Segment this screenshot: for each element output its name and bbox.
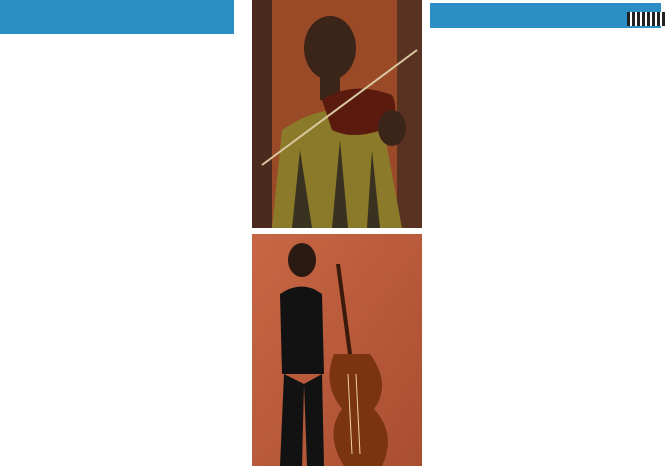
cellist-photo xyxy=(252,234,422,466)
misc-section xyxy=(428,0,670,473)
violinist-photo xyxy=(252,0,422,228)
piano-keys-icon xyxy=(627,12,665,26)
jazz-ru-logo xyxy=(555,12,670,46)
violin-header xyxy=(0,0,234,34)
violin-section xyxy=(0,0,242,473)
